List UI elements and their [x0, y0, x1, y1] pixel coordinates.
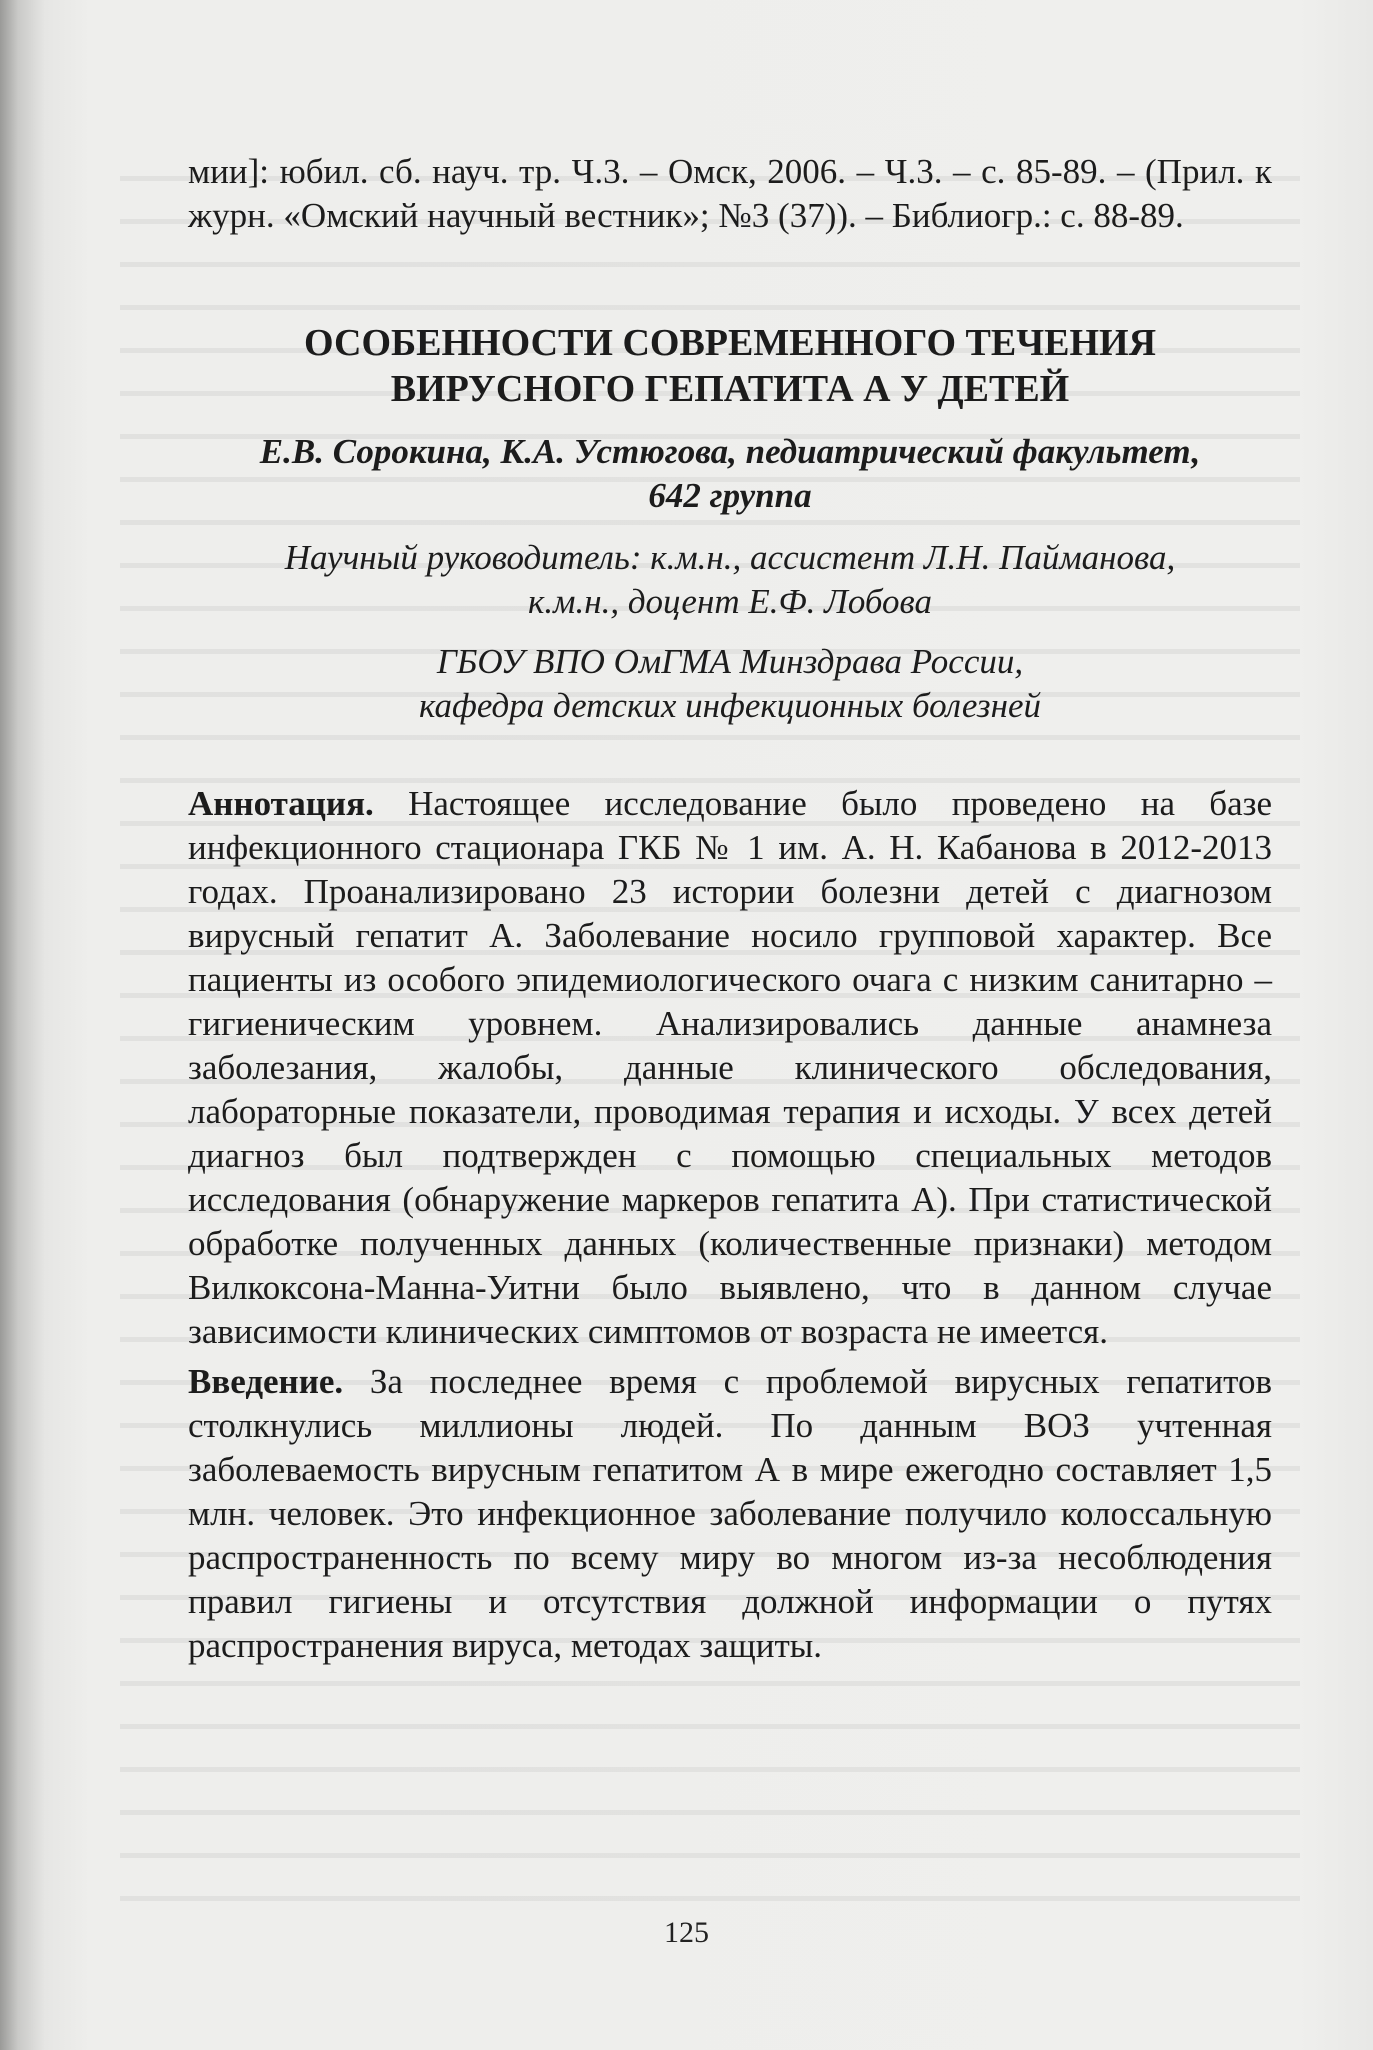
org-line-1: ГБОУ ВПО ОмГМА Минздрава России,	[436, 642, 1024, 681]
annotation-text: Настоящее исследование было проведено на базе инфекционного стационара ГКБ № 1 им. А. Н. Кабанова в 2012-2013 годах. Проанализировано 23 истории болезни детей с диагнозом вирусный гепатит А. Заболевание носило групповой характер. Все пациенты из особого эпидемиологического очага с низким санитарно – гигиеническим уровнем. Анализировались данные анамнеза заболезания, жалобы, данные клинического обследования, лабораторные показатели, проводимая терапия и исходы. У всех детей диагноз был подтвержден с помощью специальных методов исследования (обнаружение маркеров гепатита А). При статистической обработке полученных данных (количественные признаки) методом Вилкоксона-Манна-Уитни было выявлено, что в данном случае зависимости клинических симптомов от возраста не имеется.	[188, 784, 1272, 1351]
organization	[188, 640, 1272, 728]
introduction-label: Введение.	[188, 1362, 344, 1401]
previous-reference: мии]: юбил. сб. науч. тр. Ч.3. – Омск, 2006. – Ч.3. – с. 85-89. – (Прил. к журн. «Омский научный вестник»; №3 (37)). – Библиогр.: с. 88-89.	[188, 152, 1272, 235]
page-content	[188, 150, 1272, 1668]
advisor-line-1: Научный руководитель: к.м.н., ассистент Л.Н. Пайманова,	[284, 538, 1176, 577]
authors	[188, 430, 1272, 518]
introduction-text: За последнее время с проблемой вирусных гепатитов столкнулись миллионы людей. По данным ВОЗ учтенная заболеваемость вирусным гепатитом А в мире ежегодно составляет 1,5 млн. человек. Это инфекционное заболевание получило колоссальную распространенность по всему миру во многом из-за несоблюдения правил гигиены и отсутствия должной информации о путях распространения вируса, методах защиты.	[188, 1362, 1272, 1665]
annotation-label: Аннотация.	[188, 784, 374, 823]
scientific-advisor	[188, 536, 1272, 624]
authors-line-1: Е.В. Сорокина, К.А. Устюгова, педиатрический факультет,	[259, 432, 1201, 471]
title-line-1: ОСОБЕННОСТИ СОВРЕМЕННОГО ТЕЧЕНИЯ	[303, 322, 1157, 364]
title-line-2: ВИРУСНОГО ГЕПАТИТА А У ДЕТЕЙ	[390, 368, 1070, 410]
authors-line-2: 642 группа	[648, 476, 812, 515]
page-number: 125	[664, 1916, 709, 1949]
introduction-paragraph	[188, 1360, 1272, 1668]
advisor-line-2: к.м.н., доцент Е.Ф. Лобова	[528, 582, 932, 621]
annotation-paragraph	[188, 782, 1272, 1354]
article-title	[188, 320, 1272, 412]
org-line-2: кафедра детских инфекционных болезней	[418, 686, 1041, 725]
